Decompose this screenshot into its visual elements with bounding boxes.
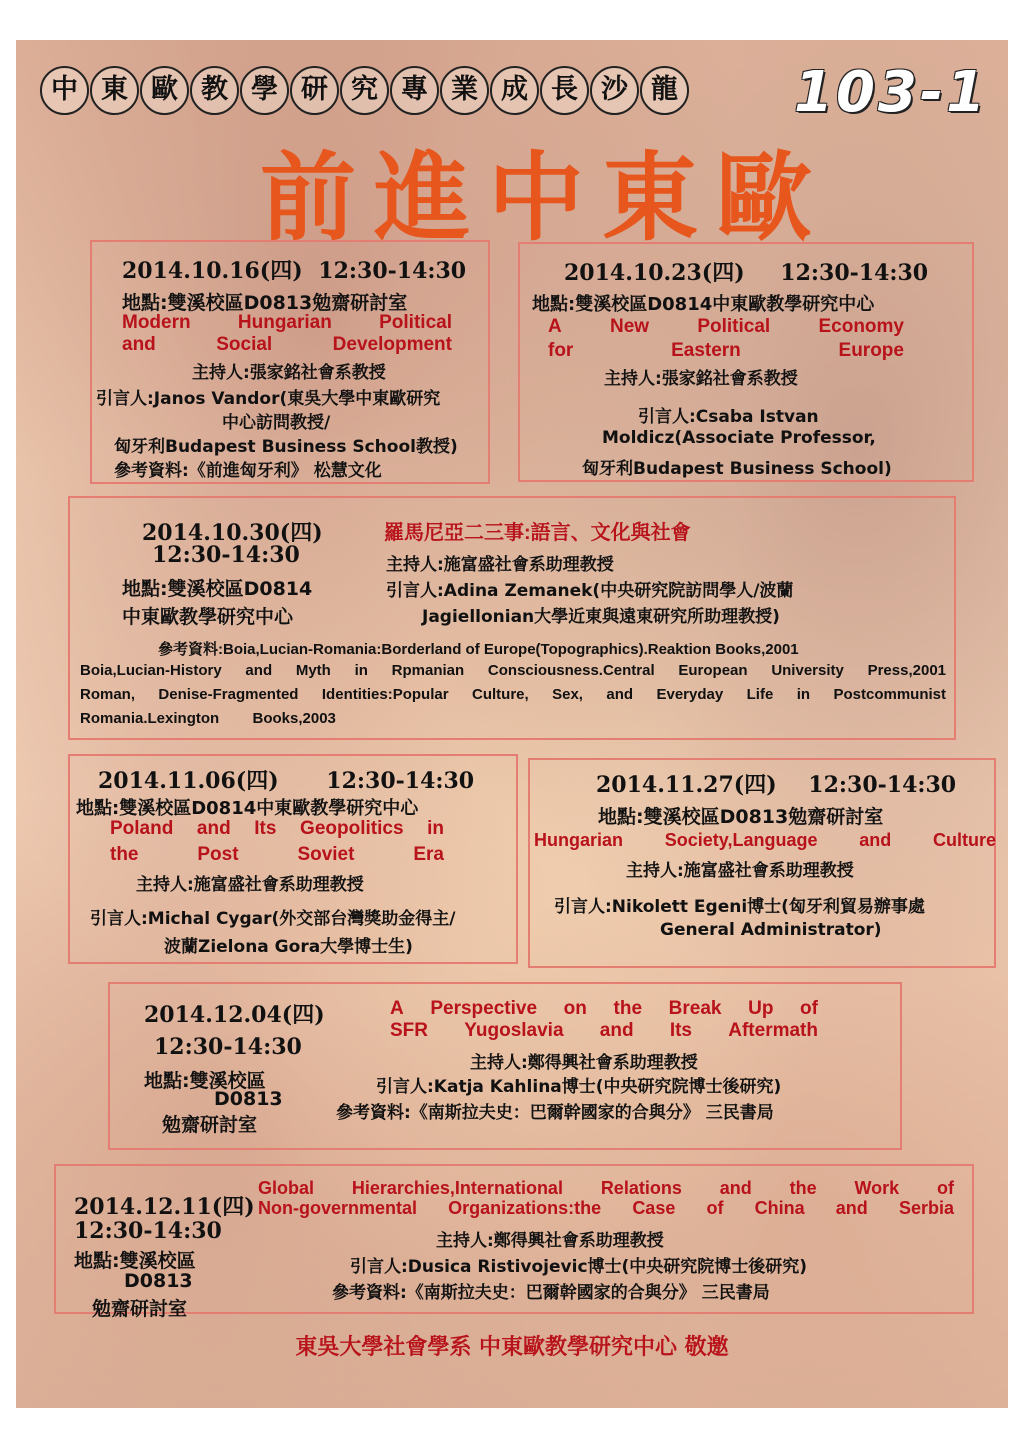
event-card <box>54 1164 974 1320</box>
event-card <box>68 496 956 740</box>
event-speaker: Moldicz(Associate Professor, <box>602 428 876 448</box>
event-location: D0813 <box>214 1088 283 1110</box>
event-location: 地點:雙溪校區 <box>144 1070 266 1092</box>
title-word: Its <box>254 818 277 839</box>
event-location: 地點:雙溪校區D0813勉齋研討室 <box>122 292 408 314</box>
title-word: A <box>548 316 562 337</box>
title-word: Post <box>197 844 239 865</box>
title-word: Hungarian <box>237 312 332 333</box>
event-speaker: General Administrator) <box>660 920 882 940</box>
event-host: 主持人:施富盛社會系助理教授 <box>136 875 364 895</box>
title-word: of <box>800 998 818 1019</box>
term-label: 103-1 <box>794 60 989 125</box>
title-word: Organizations:the <box>448 1198 602 1218</box>
event-title-line <box>390 1020 818 1042</box>
reference-line: Romania.Lexington Books,2003 <box>80 710 336 727</box>
title-word: for <box>548 340 574 361</box>
salon-char: 中 <box>40 66 89 115</box>
title-word: Era <box>413 844 444 865</box>
event-title-line <box>548 316 904 338</box>
title-word: Political <box>379 312 452 333</box>
title-word: Aftermath <box>728 1020 818 1041</box>
event-time: 12:30-14:30 <box>318 258 467 284</box>
event-speaker: 引言人:Dusica Ristivojevic博士(中央研究院博士後研究) <box>350 1257 808 1277</box>
title-word: Non-governmental <box>258 1198 418 1218</box>
event-title-line <box>548 340 904 362</box>
reference-line: :Boia,Lucian-Romania:Borderland of Europe(Topographics).Reaktion Books,2001 <box>218 641 799 658</box>
title-word: Culture <box>932 830 996 850</box>
event-title-line <box>110 818 444 840</box>
event-speaker: 波蘭Zielona Gora大學博士生) <box>164 937 413 957</box>
title-word: Development <box>332 334 452 355</box>
event-host: 主持人:張家銘社會系教授 <box>192 363 386 383</box>
title-word: and <box>122 334 156 355</box>
event-speaker: 匈牙利Budapest Business School) <box>582 459 892 479</box>
title-word: Hierarchies,International <box>351 1178 563 1198</box>
event-host: 主持人:鄭得興社會系助理教授 <box>436 1231 664 1251</box>
event-host: 主持人:鄭得興社會系助理教授 <box>470 1053 698 1073</box>
reference-label: 參考資料 <box>158 640 219 658</box>
salon-char: 東 <box>90 66 139 115</box>
event-card <box>90 240 490 484</box>
title-word: Eastern <box>671 340 741 361</box>
event-speaker: 中心訪問教授/ <box>222 413 331 433</box>
event-location: 勉齋研討室 <box>162 1114 258 1136</box>
title-word: of <box>936 1178 954 1198</box>
title-word: Social <box>216 334 273 355</box>
salon-char: 長 <box>540 66 589 115</box>
salon-char: 學 <box>240 66 289 115</box>
salon-char: 歐 <box>140 66 189 115</box>
title-word: Yugoslavia <box>464 1020 564 1041</box>
event-speaker: 引言人:Janos Vandor(東吳大學中東歐研究 <box>96 389 441 409</box>
title-word: Economy <box>818 316 904 337</box>
title-word: Modern <box>122 312 191 333</box>
event-speaker: 引言人:Katja Kahlina博士(中央研究院博士後研究) <box>376 1077 782 1097</box>
title-word: Work <box>854 1178 900 1198</box>
reference-line: Roman, Denise-Fragmented Identities:Popular Culture, Sex, and Everyday Life in Postcommunist <box>80 686 946 703</box>
title-word: Perspective <box>430 998 538 1019</box>
title-word: China <box>754 1198 805 1218</box>
salon-title <box>40 66 690 115</box>
event-location: 地點:雙溪校區D0814中東歐教學研究中心 <box>76 798 419 819</box>
event-title: 羅馬尼亞二三事:語言、文化與社會 <box>384 522 691 544</box>
title-word: Break <box>668 998 722 1019</box>
event-time: 12:30-14:30 <box>326 768 475 794</box>
title-word: in <box>427 818 444 839</box>
title-word: Its <box>669 1020 692 1041</box>
title-word: Global <box>258 1178 315 1198</box>
event-time: 12:30-14:30 <box>780 260 929 286</box>
event-card <box>68 754 518 964</box>
title-word: and <box>599 1020 634 1041</box>
salon-char: 教 <box>190 66 239 115</box>
title-word: Hungarian <box>534 830 624 850</box>
title-word: of <box>706 1198 724 1218</box>
title-word: SFR <box>390 1020 428 1041</box>
salon-char: 沙 <box>590 66 639 115</box>
event-speaker: Jagiellonian大學近東與遠東研究所助理教授) <box>422 607 780 627</box>
event-location: 中東歐教學研究中心 <box>122 606 294 628</box>
event-title-line <box>122 334 452 356</box>
title-word: Case <box>632 1198 676 1218</box>
event-title-line <box>534 830 996 851</box>
event-host: 主持人:施富盛社會系助理教授 <box>626 861 854 881</box>
title-word: the <box>110 844 139 865</box>
event-reference: 參考資料:《前進匈牙利》 松慧文化 <box>114 461 382 481</box>
event-speaker: 引言人:Adina Zemanek(中央研究院訪問學人/波蘭 <box>386 581 794 601</box>
title-word: the <box>789 1178 817 1198</box>
title-word: Political <box>697 316 771 337</box>
event-location: 勉齋研討室 <box>92 1298 188 1320</box>
event-date: 2014.12.04(四) <box>144 1002 325 1028</box>
title-word: on <box>563 998 587 1019</box>
event-time: 12:30-14:30 <box>74 1218 222 1244</box>
title-word: Serbia <box>898 1198 954 1218</box>
salon-char: 專 <box>390 66 439 115</box>
salon-char: 業 <box>440 66 489 115</box>
footer-invitation: 東吳大學社會學系 中東歐教學研究中心 敬邀 <box>295 1335 729 1360</box>
title-word: and <box>835 1198 868 1218</box>
event-title-line <box>110 844 444 866</box>
event-location: 地點:雙溪校區 <box>74 1250 196 1272</box>
event-reference: 參考資料:《南斯拉夫史：巴爾幹國家的合與分》 三民書局 <box>332 1283 770 1303</box>
event-title-line <box>258 1178 954 1199</box>
event-location: 地點:雙溪校區D0813勉齋研討室 <box>598 806 884 828</box>
event-speaker: 引言人:Michal Cygar(外交部台灣獎助金得主/ <box>90 909 456 929</box>
title-word: Up <box>748 998 774 1019</box>
event-time: 12:30-14:30 <box>154 1034 302 1060</box>
event-date: 2014.11.06(四) <box>98 768 279 794</box>
poster-background <box>16 40 1008 1408</box>
title-word: and <box>196 818 231 839</box>
reference-line: Boia,Lucian-History and Myth in Rpmanian Consciousness.Central European University Press,2001 <box>80 662 946 679</box>
salon-char: 龍 <box>640 66 689 115</box>
event-card <box>108 982 902 1150</box>
event-title-line <box>390 998 818 1020</box>
event-card <box>528 758 996 968</box>
event-title-line <box>258 1198 954 1219</box>
event-title-line <box>122 312 452 334</box>
salon-char: 研 <box>290 66 339 115</box>
event-card <box>518 242 974 482</box>
event-date: 2014.10.16(四) <box>122 258 303 284</box>
event-location: 地點:雙溪校區D0814中東歐教學研究中心 <box>532 294 875 315</box>
event-speaker: 引言人:Csaba Istvan <box>638 407 819 427</box>
event-time: 12:30-14:30 <box>808 772 957 798</box>
title-word: Poland <box>110 818 174 839</box>
event-date: 2014.10.23(四) <box>564 260 745 286</box>
title-word: Society,Language <box>664 830 818 850</box>
event-location: D0813 <box>124 1270 193 1292</box>
event-date: 2014.10.30(四) <box>142 520 323 546</box>
title-word: New <box>610 316 650 337</box>
event-location: 地點:雙溪校區D0814 <box>122 578 313 600</box>
event-time: 12:30-14:30 <box>152 542 300 568</box>
event-host: 主持人:施富盛社會系助理教授 <box>386 555 614 575</box>
event-host: 主持人:張家銘社會系教授 <box>604 369 798 389</box>
title-word: Europe <box>838 340 904 361</box>
event-date: 2014.11.27(四) <box>596 772 777 798</box>
event-reference: 參考資料:《南斯拉夫史：巴爾幹國家的合與分》 三民書局 <box>336 1103 774 1123</box>
title-word: the <box>613 998 643 1019</box>
salon-char: 成 <box>490 66 539 115</box>
title-word: Relations <box>600 1178 682 1198</box>
title-word: and <box>719 1178 752 1198</box>
title-word: A <box>390 998 404 1019</box>
title-word: and <box>859 830 892 850</box>
event-date: 2014.12.11(四) <box>74 1194 255 1220</box>
main-title: 前進中東歐 <box>260 142 830 254</box>
title-word: Soviet <box>297 844 355 865</box>
salon-char: 究 <box>340 66 389 115</box>
event-speaker: 匈牙利Budapest Business School教授) <box>114 437 458 457</box>
event-speaker: 引言人:Nikolett Egeni博士(匈牙利貿易辦事處 <box>554 897 925 917</box>
title-word: Geopolitics <box>300 818 404 839</box>
